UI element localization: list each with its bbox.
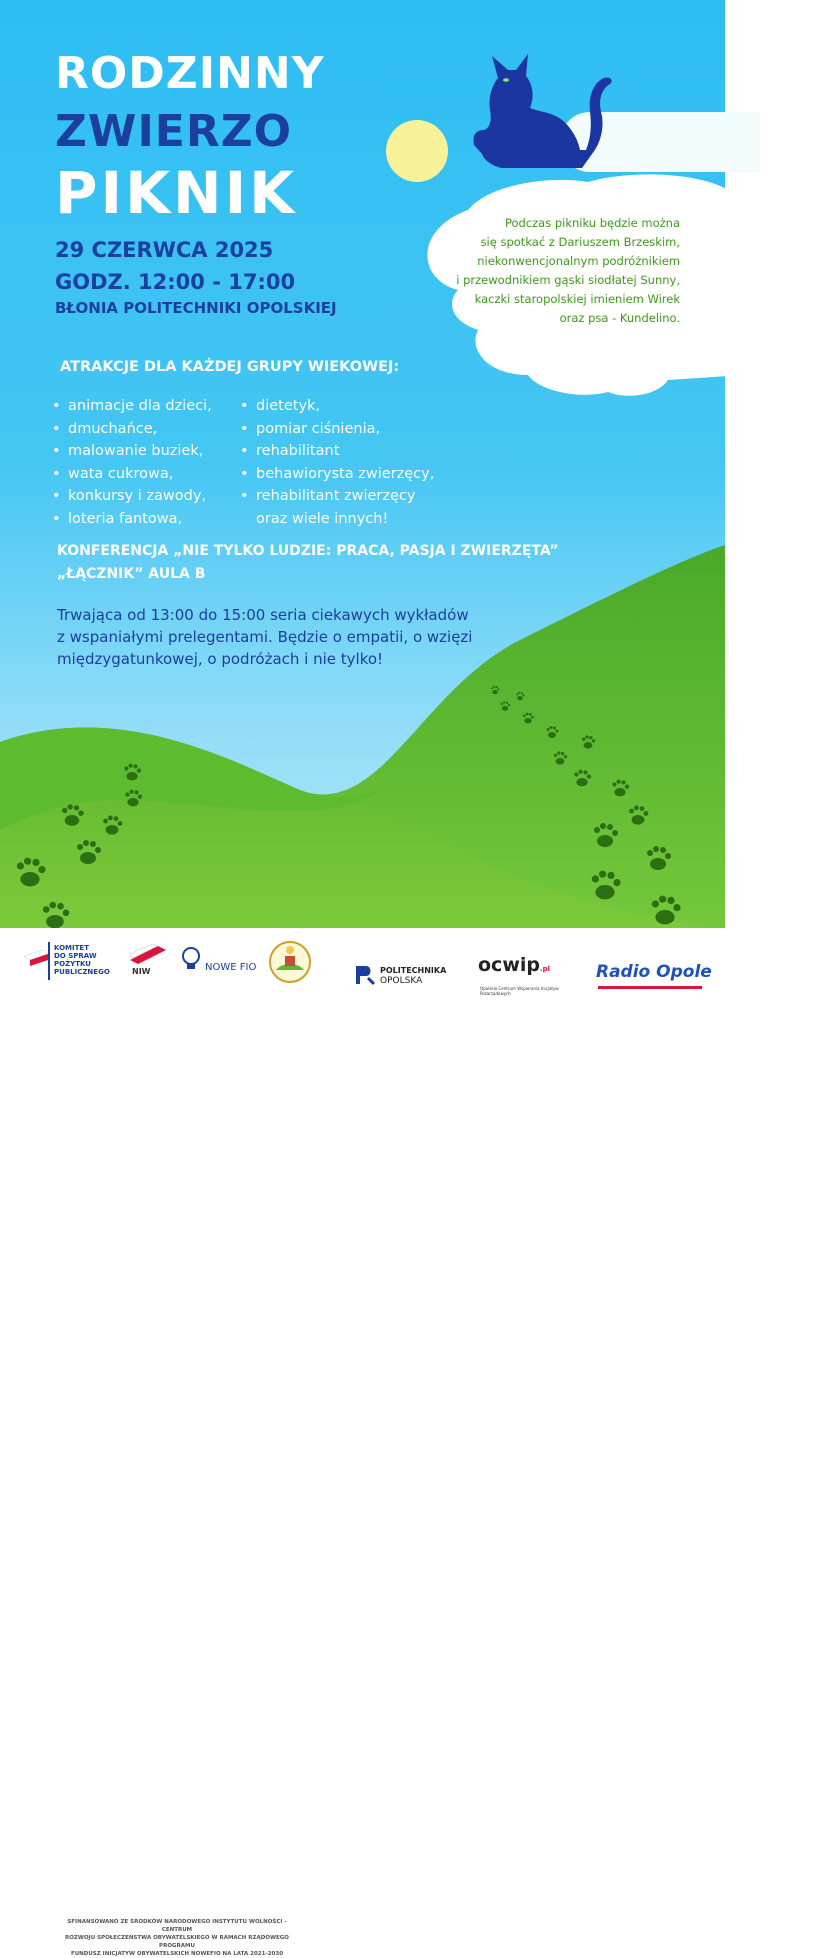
- ocwip-logo-text: ocwip.pl: [478, 954, 551, 976]
- radio-opole-logo: Radio Opole: [596, 962, 712, 982]
- event-place: BŁONIA POLITECHNIKI OPOLSKIEJ: [55, 299, 337, 317]
- attractions-heading: ATRAKCJE DLA KAŻDEJ GRUPY WIEKOWEJ:: [60, 359, 400, 375]
- attractions-list-right: [240, 395, 434, 530]
- niw-logo-icon: [128, 942, 168, 966]
- conference-title: KONFERENCJA „NIE TYLKO LUDZIE: PRACA, PASJA I ZWIERZĘTA”: [57, 543, 559, 559]
- list-item: • loteria fantowa,: [52, 508, 212, 531]
- event-date: 29 CZERWCA 2025: [55, 238, 274, 262]
- conference-location: „ŁĄCZNIK” AULA B: [57, 566, 206, 582]
- list-item: • behawiorysta zwierzęcy,: [240, 463, 434, 486]
- kppp-logo-text: KOMITET DO SPRAW POŻYTKU PUBLICZNEGO: [54, 944, 110, 976]
- divider: [48, 942, 50, 980]
- list-item: • pomiar ciśnienia,: [240, 418, 434, 441]
- list-item: • malowanie buziek,: [52, 440, 212, 463]
- niw-logo-text: NIW: [132, 967, 151, 976]
- attractions-list-left: [52, 395, 212, 530]
- title-line-1: RODZINNY: [55, 48, 325, 99]
- list-item: oraz wiele innych!: [256, 510, 389, 527]
- list-item: • wata cukrowa,: [52, 463, 212, 486]
- sponsor-footer: KOMITET DO SPRAW POŻYTKU PUBLICZNEGO NIW NOWE FIO SFINANSOWANO ZE ŚRODKÓW NARODOWEGO INSTYTUTU WOLNOŚCI - CENTRUM ROZWOJU SPOŁECZEŃSTWA OBYWATELSKIEGO W RAMACH RZĄDOWEGO PROGRAMU FUNDUSZ INICJATYW OBYWATELSKICH NOWEFIO NA LATA 2021-2030 POLITECHNIKA OPOLSKA ocwip.pl Opolskie Centrum Wspierania Inicjatyw Pozarządowych Radio Opole: [0, 928, 725, 1024]
- cloud-text: Podczas pikniku będzie można się spotkać z Dariuszem Brzeskim, niekonwencjonalnym podróżnikiem i przewodnikiem gąski siodłatej Sunny, kaczki staropolskiej imieniem Wirek oraz psa - Kundelino.: [456, 216, 680, 325]
- list-item: • dmuchańce,: [52, 418, 212, 441]
- list-item: • rehabilitant zwierzęcy: [240, 485, 434, 508]
- title-line-2: ZWIERZO: [55, 106, 293, 157]
- conference-description: Trwająca od 13:00 do 15:00 seria ciekawych wykładów z wspaniałymi prelegentami. Będzie o empatii, o wzięzi międzygatunkowej, o podróżach i nie tylko!: [57, 606, 473, 668]
- politechnika-icon: [352, 962, 376, 988]
- funding-note: SFINANSOWANO ZE ŚRODKÓW NARODOWEGO INSTYTUTU WOLNOŚCI - CENTRUM ROZWOJU SPOŁECZEŃSTWA OBYWATELSKIEGO W RAMACH RZĄDOWEGO PROGRAMU FUNDUSZ INICJATYW OBYWATELSKICH NOWEFIO NA LATA 2021-2030: [65, 1919, 289, 1957]
- list-item: • dietetyk,: [240, 395, 434, 418]
- bulb-icon: [180, 946, 202, 972]
- poland-flag-icon: [22, 948, 50, 970]
- list-item: • konkursy i zawody,: [52, 485, 212, 508]
- nowe-fio-text: NOWE FIO: [205, 962, 257, 973]
- radio-underline: [598, 986, 702, 989]
- title-line-3: PIKNIK: [55, 159, 298, 227]
- list-item: • animacje dla dzieci,: [52, 395, 212, 418]
- foundation-seal-icon: [268, 940, 312, 984]
- ocwip-subtitle: Opolskie Centrum Wspierania Inicjatyw Pozarządowych: [480, 986, 559, 996]
- event-hours: GODZ. 12:00 - 17:00: [55, 270, 296, 294]
- list-item: • rehabilitant: [240, 440, 434, 463]
